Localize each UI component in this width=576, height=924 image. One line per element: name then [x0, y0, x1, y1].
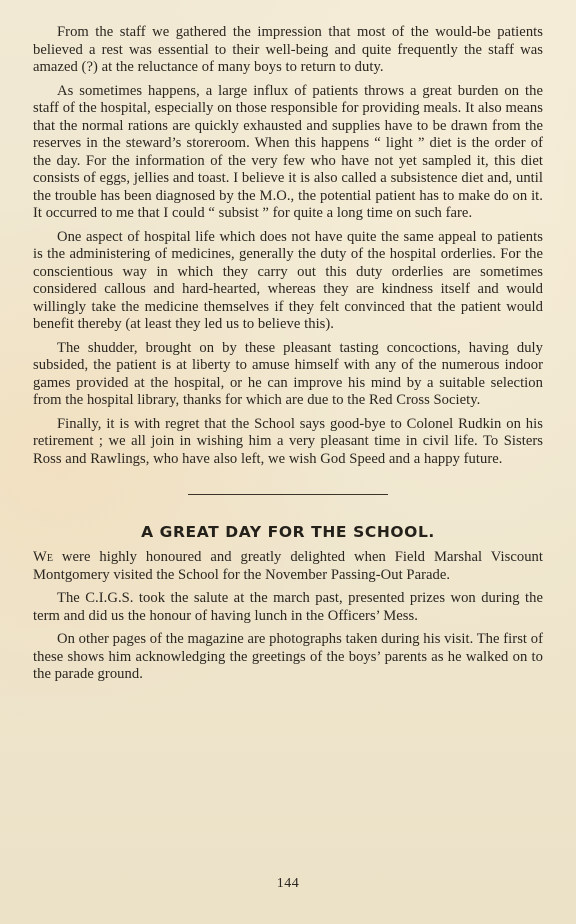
- paragraph: On other pages of the magazine are photographs taken during his visit. The first of these shows him acknowledging the greetings of the boys’ parents as he walked on to the parade ground.: [33, 631, 543, 682]
- section-lead-paragraph: [33, 549, 543, 584]
- paragraph: Finally, it is with regret that the School says good-bye to Colonel Rudkin on his retirement ; we all join in wishing him a very pleasant time in civil life. To Sisters Ross and Rawlings, who have also left, we wish God Speed and a happy future.: [33, 415, 543, 467]
- paragraph: From the staff we gathered the impression that most of the would-be patients believed a rest was essential to their well-being and quite frequently the staff was amazed (?) at the reluctance of many boys to return to duty.: [33, 24, 543, 75]
- lead-text: were highly honoured and greatly delighted when Field Marshal Viscount Montgomery visited the School for the November Passing-Out Parade.: [33, 549, 543, 583]
- paragraph: The C.I.G.S. took the salute at the march past, presented prizes won during the term and did us the honour of having lunch in the Officers’ Mess.: [33, 590, 543, 624]
- section-heading: A GREAT DAY FOR THE SCHOOL.: [141, 523, 435, 541]
- lead-word: We: [33, 549, 53, 565]
- page-number: 144: [276, 876, 300, 891]
- paragraph: One aspect of hospital life which does not have quite the same appeal to patients is the administering of medicines, generally the duty of the hospital orderlies. For the conscientious way in which they carry out this duty orderlies are sometimes considered callous and hard-hearted, whereas they are kindness itself and would willingly take the medicine themselves if they felt convinced that the patient would benefit thereby (at least they led us to believe this).: [33, 228, 543, 332]
- paragraph: The shudder, brought on by these pleasant tasting concoctions, having duly subsided, the patient is at liberty to amuse himself with any of the numerous indoor games provided at the hospital, or he can improve his mind by a suitable selection from the hospital library, thanks for which are due to the Red Cross Society.: [33, 339, 543, 408]
- paragraph: As sometimes happens, a large influx of patients throws a great burden on the staff of the hospital, especially on those responsible for providing meals. It also means that the normal rations are quickly exhausted and supplies have to be drawn from the reserves in the steward’s storeroom. When this happens “ light ” diet is the order of the day. For the information of the very few who have not yet sampled it, this diet consists of eggs, jellies and toast. I believe it is also called a subsistence diet and, until the trouble has been diagnosed by the M.O., the potential patient has to make do on it. It occurred to me that I could “ subsist ” for quite a long time on such fare.: [33, 82, 543, 221]
- page-content: [33, 24, 543, 690]
- section-divider: [188, 494, 388, 495]
